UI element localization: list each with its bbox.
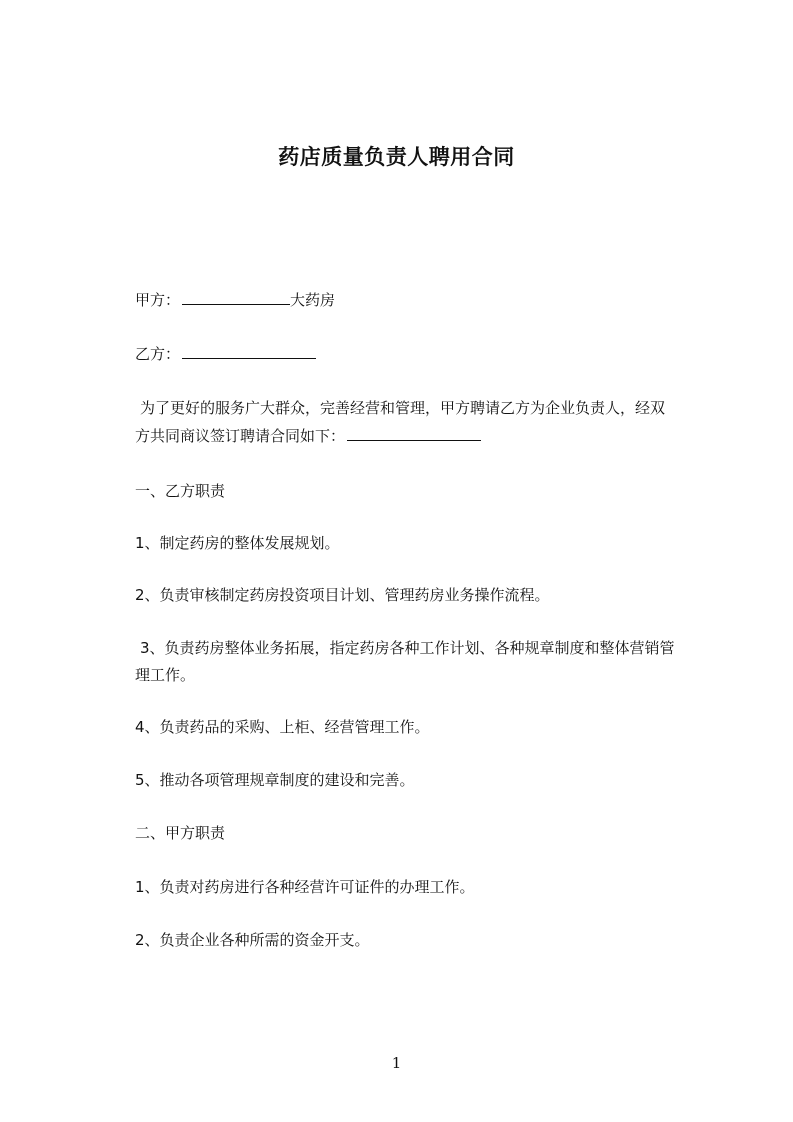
page-number: 1 (391, 1054, 402, 1072)
document-title: 药店质量负责人聘用合同 (278, 145, 515, 169)
section1-item-2: 2、负责审核制定药房投资项目计划、管理药房业务操作流程。 (135, 586, 550, 604)
party-b-blank (182, 344, 316, 359)
intro-line-1: 为了更好的服务广大群众，完善经营和管理，甲方聘请乙方为企业负责人，经双 (140, 399, 666, 417)
party-b-line (135, 343, 316, 365)
section1-heading: 一、乙方职责 (135, 482, 226, 500)
party-a-suffix: 大药房 (290, 291, 336, 309)
section1-item-3: 3、负责药房整体业务拓展，指定药房各种工作计划、各种规章制度和整体营销管 (140, 639, 675, 657)
section1-item-5: 5、推动各项管理规章制度的建设和完善。 (135, 771, 415, 789)
party-a-blank (182, 290, 290, 305)
party-a-line (135, 289, 335, 311)
section1-item-3-cont: 理工作。 (135, 666, 196, 684)
party-a-label: 甲方： (135, 291, 181, 309)
section2-heading: 二、甲方职责 (135, 824, 226, 842)
section1-item-4: 4、负责药品的采购、上柜、经营管理工作。 (135, 718, 430, 736)
section2-item-1: 1、负责对药房进行各种经营许可证件的办理工作。 (135, 878, 475, 896)
intro-line-2 (135, 425, 481, 447)
section1-item-1: 1、制定药房的整体发展规划。 (135, 534, 340, 552)
party-b-label: 乙方： (135, 345, 181, 363)
intro-blank (347, 426, 481, 441)
intro-text-2: 方共同商议签订聘请合同如下： (135, 427, 346, 445)
section2-item-2: 2、负责企业各种所需的资金开支。 (135, 931, 370, 949)
